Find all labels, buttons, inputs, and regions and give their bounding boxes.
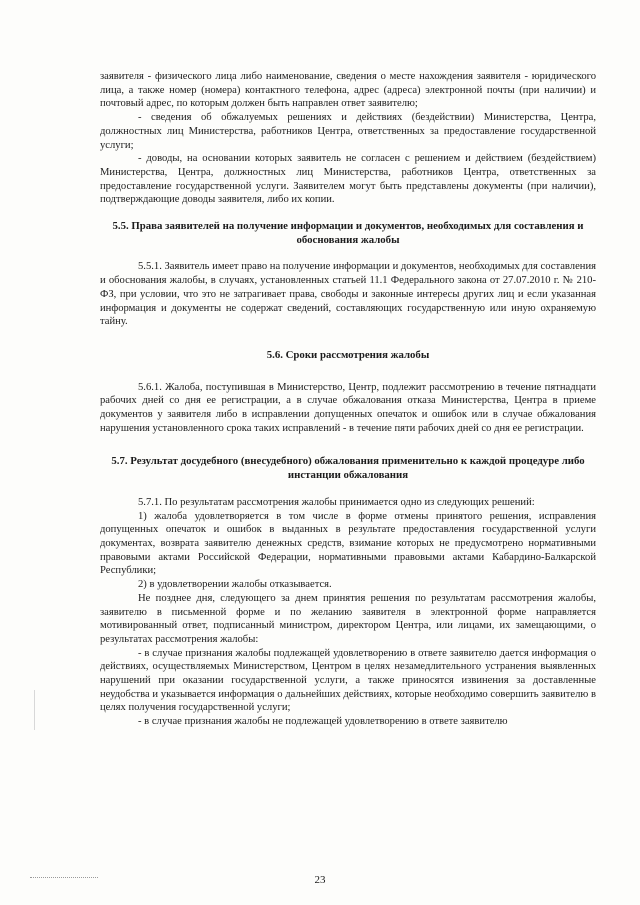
paragraph-appealed-decisions: - сведения об обжалуемых решениях и действиях (бездействии) Министерства, Центра, должностных лиц Министерства, работников Центра, ответственных за предоставление государственной услуги; <box>100 112 596 151</box>
paragraph-complaint-rejected: - в случае признания жалобы не подлежащей удовлетворению в ответе заявителю <box>138 716 508 728</box>
page-number: 23 <box>314 874 326 886</box>
paragraph-5-7-1: 5.7.1. По результатам рассмотрения жалобы принимается одно из следующих решений: <box>138 496 535 508</box>
paragraph-response-deadline: Не позднее дня, следующего за днем принятия решения по результатам рассмотрения жалобы, заявителю в письменной форме и по желанию заявителя в электронной форме направляется мотивированный ответ, подписанный министром, директором Центра, или лицами, их замещающими, о результатах рассмотрения жалобы: <box>100 592 596 645</box>
paragraph-complaint-upheld: - в случае признания жалобы подлежащей удовлетворению в ответе заявителю дается информация о действиях, осуществляемых Министерством, Центром в целях незамедлительного устранения выявленных нарушений при оказании государственной услуги, а также приносятся извинения за доставленные неудобства и указывается информация о дальнейших действиях, которые необходимо совершить заявителю в целях получения государственной услуги; <box>100 647 596 714</box>
section-heading-5-5: 5.5. Права заявителей на получение информации и документов, необходимых для составления и обоснования жалобы <box>112 220 584 246</box>
paragraph-decision-1: 1) жалоба удовлетворяется в том числе в форме отмены принятого решения, исправления допущенных опечаток и ошибок в выданных в результате предоставления государственной услуги документах, возврата заявителю денежных средств, взимание которых не предусмотрено нормативными правовыми актами Российской Федерации, нормативными правовыми актами Кабардино-Балкарской Республики; <box>100 510 596 577</box>
section-heading-5-6: 5.6. Сроки рассмотрения жалобы <box>266 348 430 361</box>
section-heading-5-7: 5.7. Результат досудебного (внесудебного) обжалования применительно к каждой процедуре либо инстанции обжалования <box>111 455 585 482</box>
paragraph-5-5-1: 5.5.1. Заявитель имеет право на получение информации и документов, необходимых для составления и обоснования жалобы, в случаях, установленных статьей 11.1 Федерального закона от 27.07.2010 г. № 210-ФЗ, при условии, что это не затрагивает права, свободы и законные интересы других лиц и если указанная информация и документы не содержат сведений, составляющих государственную или иную охраняемую тайну. <box>100 261 596 328</box>
paragraph-applicant-contacts: заявителя - физического лица либо наименование, сведения о месте нахождения заявителя - юридического лица, а также номер (номера) контактного телефона, адрес (адреса) электронной почты (при наличии) и почтовый адрес, по которым должен быть направлен ответ заявителю; <box>100 71 596 110</box>
document-body <box>100 70 596 729</box>
paragraph-5-6-1: 5.6.1. Жалоба, поступившая в Министерство, Центр, подлежит рассмотрению в течение пятнадцати рабочих дней со дня ее регистрации, а в случае обжалования отказа Министерства, Центра в приеме документов у заявителя либо в исправлении допущенных опечаток и ошибок или в случае обжалования нарушения установленного срока таких исправлений - в течение пяти рабочих дней со дня ее регистрации. <box>100 381 596 434</box>
paragraph-decision-2: 2) в удовлетворении жалобы отказывается. <box>138 579 332 591</box>
scan-artifact-line <box>34 690 35 730</box>
paragraph-arguments: - доводы, на основании которых заявитель не согласен с решением и действием (бездействием) Министерства, Центра, должностных лиц Министерства, работников Центра, ответственных за предоставление государственной услуги. Заявителем могут быть представлены документы (при наличии), подтверждающие доводы заявителя, либо их копии. <box>100 153 596 206</box>
